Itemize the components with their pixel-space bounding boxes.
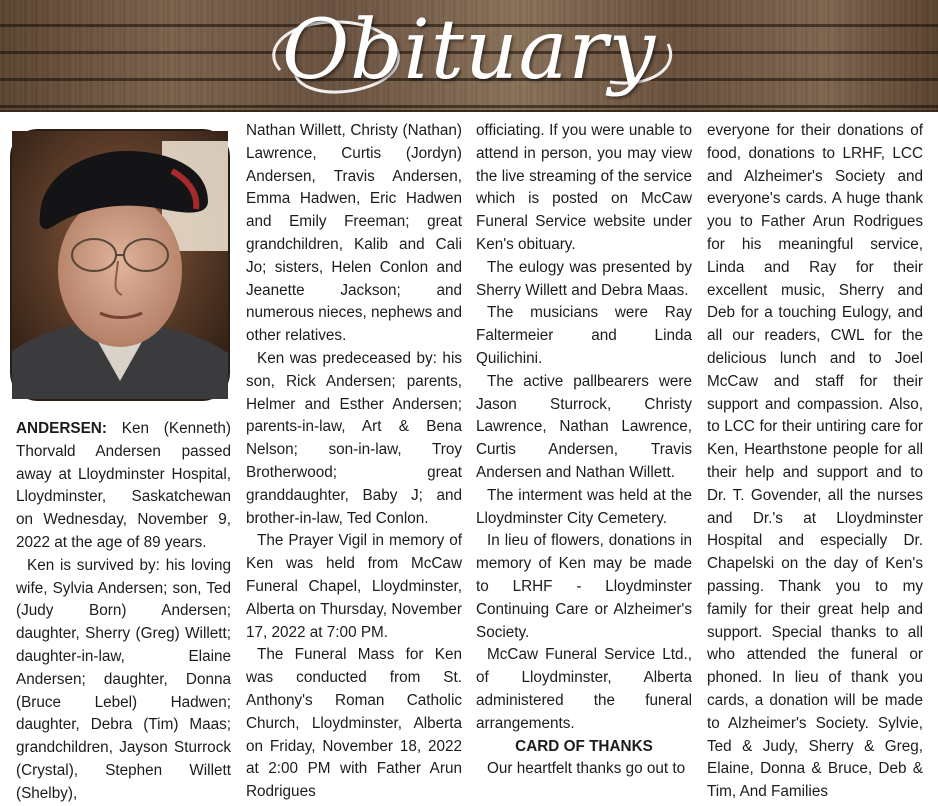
column-1: [16, 418, 231, 806]
banner-divider: [0, 110, 938, 112]
intro-text: Ken (Kenneth) Thorvald Andersen passed away at Lloydminster Hospital, Lloydminster, Saskatchewan on Wednesday, November 9, 2022 at the age of 89 years.: [16, 420, 231, 551]
predeceased-paragraph: Ken was predeceased by: his son, Rick Andersen; parents, Helmer and Esther Andersen; parents-in-law, Art & Bena Nelson; son-in-law, Troy Brotherwood; great granddaughter, Baby J; and brother-in-law, Ted Conlon.: [246, 349, 462, 527]
thanks-continued: everyone for their donations of food, donations to LRHF, LCC and Alzheimer's Society and everyone's cards. A huge thank you to Father Arun Rodrigues for his meaningful service, Linda and Ray for their excellent music, Sherry and Deb for a touching Eulogy, and all our readers, CWL for the delicious lunch and to Joel McCaw and staff for their support and compassion. Also, to LCC for their untiring care for Ken, Hearthstone people for all their help and support and to Dr. T. Govender, all the nurses and Dr.'s at Lloydminster Hospital and especially Dr. Chapelski on the day of Ken's passing. Thank you to my family for their great help and support. Special thanks to all who attended the funeral or phoned. In lieu of thank you cards, a donation will be made to Alzheimer's Society. Sylvie, Ted & Judy, Sherry & Greg, Elaine, Donna & Bruce, Deb & Tim, And Families: [707, 122, 923, 801]
survived-by-continued: Nathan Willett, Christy (Nathan) Lawrence, Curtis (Jordyn) Andersen, Travis Andersen, Emma Hadwen, Eric Hadwen and Emily Freeman; great grandchildren, Kalib and Cali Jo; sisters, Helen Conlon and Jeanette Jackson; and numerous nieces, nephews and other relatives.: [246, 122, 462, 345]
portrait-photo: [10, 129, 230, 401]
thanks-paragraph: Our heartfelt thanks go out to: [487, 760, 686, 778]
interment-paragraph: The interment was held at the Lloydminster City Cemetery.: [476, 486, 692, 527]
portrait-photo-icon: [12, 131, 228, 399]
eulogy-paragraph: The eulogy was presented by Sherry Willett and Debra Maas.: [476, 258, 692, 299]
prayer-vigil-paragraph: The Prayer Vigil in memory of Ken was held from McCaw Funeral Chapel, Lloydminster, Alberta on Thursday, November 17, 2022 at 7:00 PM.: [246, 532, 462, 641]
survived-by-paragraph: Ken is survived by: his loving wife, Sylvia Andersen; son, Ted (Judy Born) Andersen; daughter, Sherry (Greg) Willett; daughter-in-law, Elaine Andersen; daughter, Donna (Bruce Lebel) Hadwen; daughter, Debra (Tim) Maas; grandchildren, Jayson Sturrock (Crystal), Stephen Willett (Shelby),: [16, 556, 231, 802]
column-4: [707, 120, 923, 804]
musicians-paragraph: The musicians were Ray Faltermeier and Linda Quilichini.: [476, 304, 692, 367]
deceased-name: ANDERSEN:: [16, 420, 107, 437]
obituary-intro: [16, 418, 231, 555]
funeral-mass-continued: officiating. If you were unable to attend in person, you may view the live streaming of the service which is posted on McCaw Funeral Service website under Ken's obituary.: [476, 122, 692, 253]
column-3: [476, 120, 692, 781]
card-of-thanks-heading: CARD OF THANKS: [515, 737, 653, 755]
funeral-mass-paragraph: The Funeral Mass for Ken was conducted from St. Anthony's Roman Catholic Church, Lloydminster, Alberta on Friday, November 18, 2022 at 2:00 PM with Father Arun Rodrigues: [246, 646, 462, 801]
funeral-service-paragraph: McCaw Funeral Service Ltd., of Lloydminster, Alberta administered the funeral arrangements.: [476, 646, 692, 732]
column-2: [246, 120, 462, 804]
donations-paragraph: In lieu of flowers, donations in memory of Ken may be made to LRHF - Lloydminster Continuing Care or Alzheimer's Society.: [476, 532, 692, 641]
page-title: Obituary: [281, 3, 657, 98]
pallbearers-paragraph: The active pallbearers were Jason Sturrock, Christy Lawrence, Nathan Lawrence, Curtis Andersen, Travis Andersen and Nathan Willett.: [476, 372, 692, 481]
wood-banner: [0, 0, 938, 110]
